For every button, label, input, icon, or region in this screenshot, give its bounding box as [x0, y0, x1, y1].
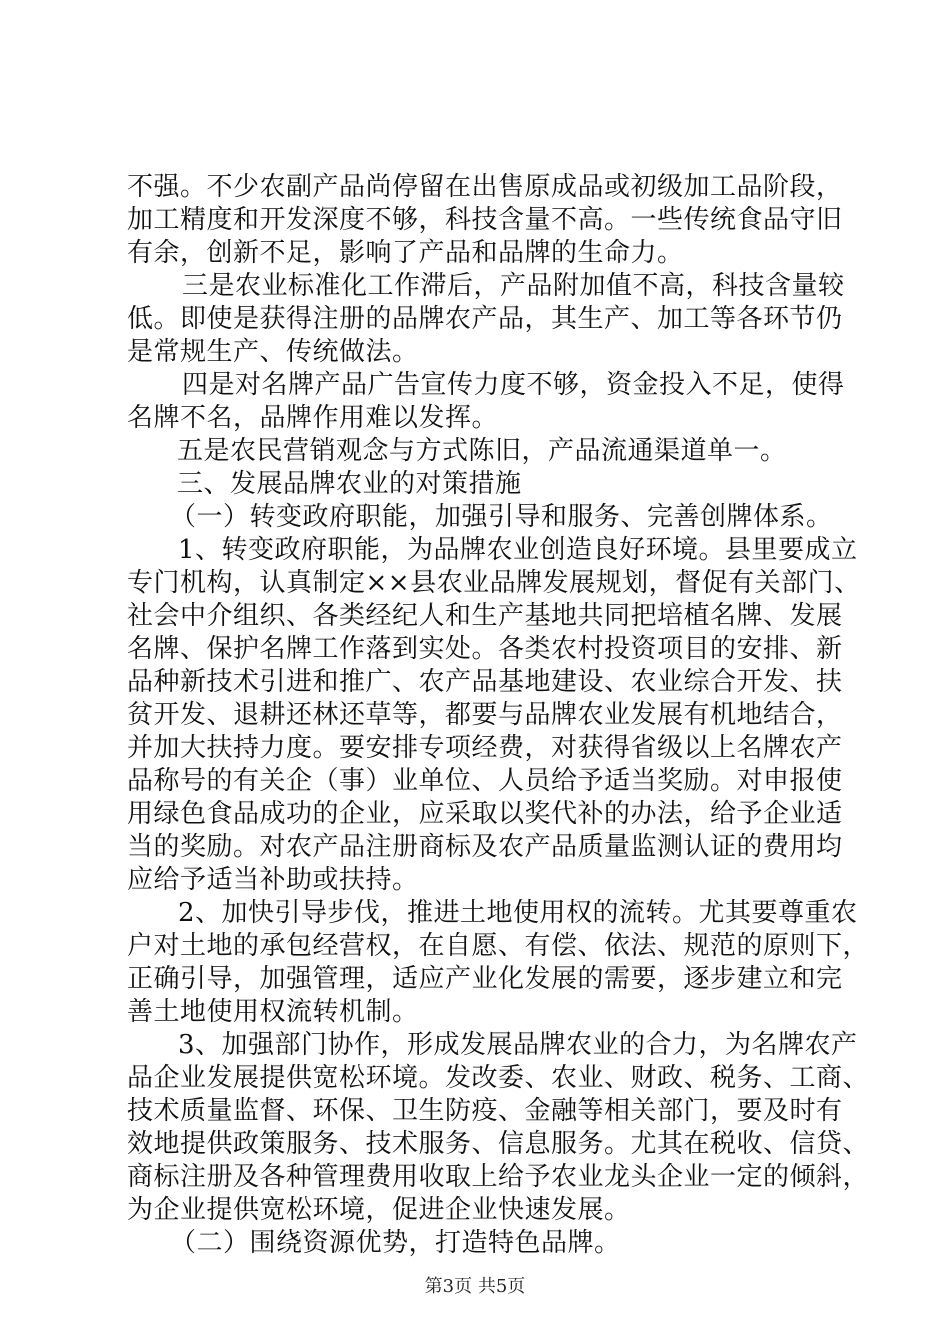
text-line: 名牌不名，品牌作用难以发挥。	[127, 403, 499, 433]
text-line: 正确引导，加强管理，适应产业化发展的需要，逐步建立和完	[127, 964, 843, 994]
text-line: 当的奖励。对农产品注册商标及农产品质量监测认证的费用均	[127, 832, 843, 862]
text-line: 户对土地的承包经营权，在自愿、有偿、依法、规范的原则下，	[127, 931, 870, 961]
subsection-heading: （二）围绕资源优势，打造特色品牌。	[170, 1228, 621, 1258]
text-line: 用绿色食品成功的企业，应采取以奖代补的办法，给予企业适	[127, 799, 843, 829]
text-line: 1、转变政府职能，为品牌农业创造良好环境。县里要成立	[178, 535, 858, 565]
text-line: 应给予适当补助或扶持。	[127, 865, 419, 895]
text-line: 效地提供政策服务、技术服务、信息服务。尤其在税收、信贷、	[127, 1129, 870, 1159]
subsection-heading: （一）转变政府职能，加强引导和服务、完善创牌体系。	[170, 502, 833, 532]
text-line: 有余，创新不足，影响了产品和品牌的生命力。	[127, 238, 684, 268]
text-line: 四是对名牌产品广告宣传力度不够，资金投入不足，使得	[182, 370, 845, 400]
text-line: 三是农业标准化工作滞后，产品附加值不高，科技含量较	[182, 271, 845, 301]
text-line: 是常规生产、传统做法。	[127, 337, 419, 367]
page-footer: 第3页 共5页	[424, 1276, 526, 1297]
text-line: 加工精度和开发深度不够，科技含量不高。一些传统食品守旧	[127, 205, 843, 235]
text-line: 五是农民营销观念与方式陈旧，产品流通渠道单一。	[177, 436, 787, 466]
text-line: 贫开发、退耕还林还草等，都要与品牌农业发展有机地结合，	[127, 700, 843, 730]
text-line: 善土地使用权流转机制。	[127, 997, 419, 1027]
section-heading: 三、发展品牌农业的对策措施	[177, 469, 522, 499]
text-line: 名牌、保护名牌工作落到实处。各类农村投资项目的安排、新	[127, 634, 843, 664]
text-line: 为企业提供宽松环境，促进企业快速发展。	[127, 1195, 631, 1225]
text-line: 品企业发展提供宽松环境。发改委、农业、财政、税务、工商、	[127, 1063, 870, 1093]
text-line: 专门机构，认真制定××县农业品牌发展规划，督促有关部门、	[127, 568, 861, 598]
text-line: 社会中介组织、各类经纪人和生产基地共同把培植名牌、发展	[127, 601, 843, 631]
text-line: 技术质量监督、环保、卫生防疫、金融等相关部门，要及时有	[127, 1096, 843, 1126]
text-line: 并加大扶持力度。要安排专项经费，对获得省级以上名牌农产	[127, 733, 843, 763]
text-line: 低。即使是获得注册的品牌农产品，其生产、加工等各环节仍	[127, 304, 843, 334]
text-line: 不强。不少农副产品尚停留在出售原成品或初级加工品阶段，	[127, 172, 843, 202]
text-line: 2、加快引导步伐，推进土地使用权的流转。尤其要尊重农	[178, 898, 858, 928]
text-line: 品种新技术引进和推广、农产品基地建设、农业综合开发、扶	[127, 667, 843, 697]
text-line: 品称号的有关企（事）业单位、人员给予适当奖励。对申报使	[127, 766, 843, 796]
text-line: 3、加强部门协作，形成发展品牌农业的合力，为名牌农产	[178, 1030, 858, 1060]
text-line: 商标注册及各种管理费用收取上给予农业龙头企业一定的倾斜，	[127, 1162, 870, 1192]
